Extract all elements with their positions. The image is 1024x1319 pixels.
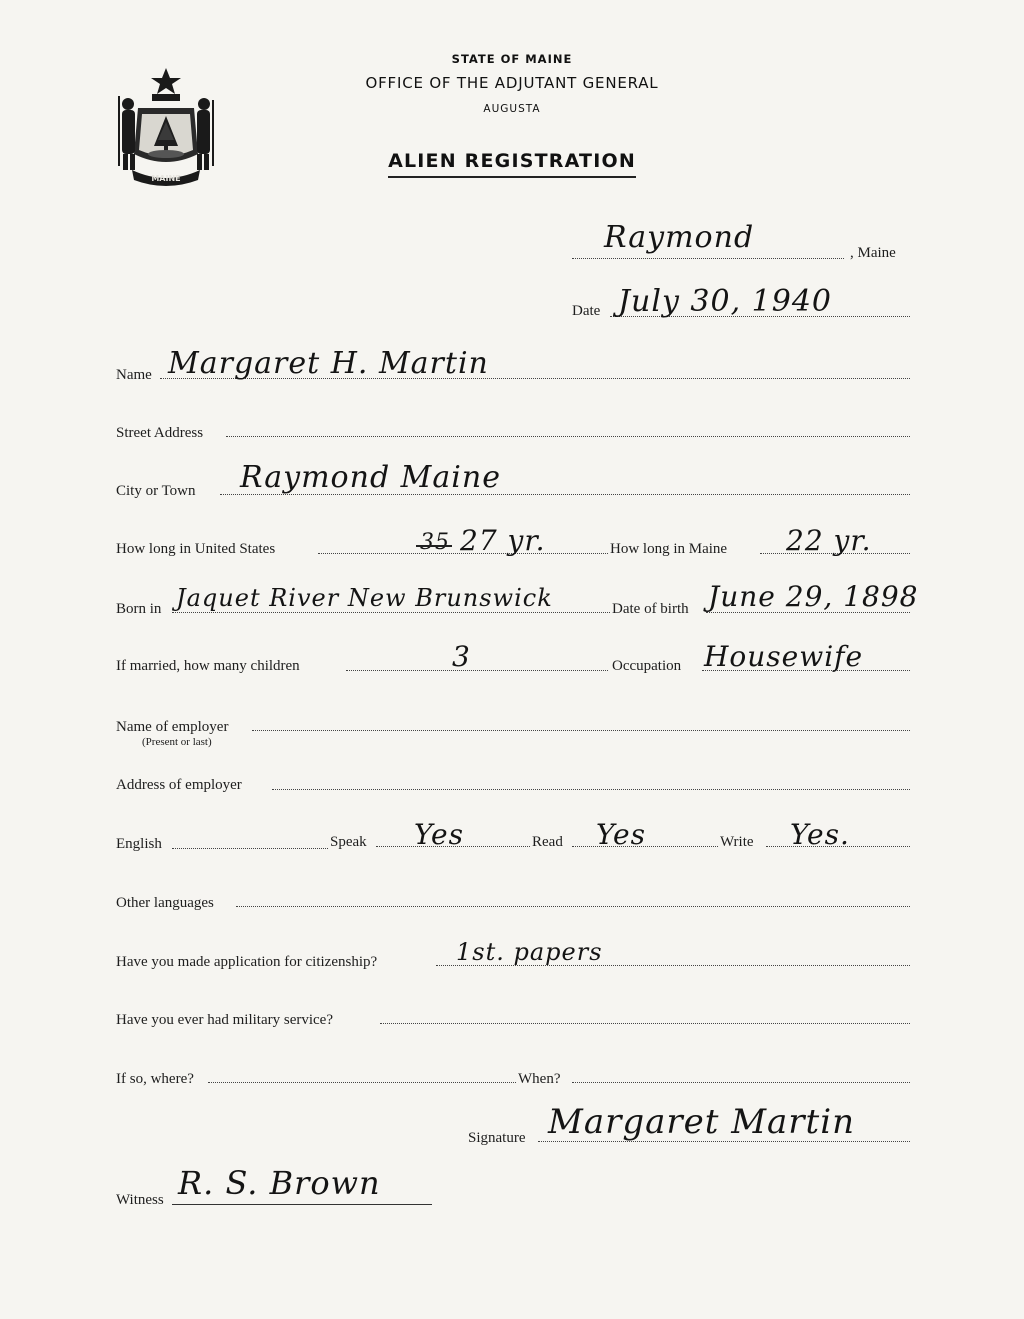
- location-dots: [572, 258, 844, 259]
- employer-address-field: [272, 789, 910, 790]
- date-label: Date: [572, 303, 601, 319]
- strikethrough-mark: [416, 545, 452, 547]
- date-value: July 30, 1940: [618, 284, 833, 319]
- how-long-us-label: How long in United States: [116, 541, 276, 557]
- born-in-dots: [172, 612, 610, 613]
- born-in-value: Jaquet River New Brunswick: [176, 584, 553, 612]
- where-field: [208, 1082, 516, 1083]
- speak-label: Speak: [330, 834, 367, 850]
- location-value: Raymond: [604, 220, 755, 255]
- occupation-value: Housewife: [704, 640, 864, 673]
- date-of-birth-value: June 29, 1898: [708, 580, 919, 613]
- witness-value: R. S. Brown: [178, 1164, 381, 1202]
- street-address-field: [226, 436, 910, 437]
- born-in-label: Born in: [116, 601, 162, 617]
- where-label: If so, where?: [116, 1071, 194, 1087]
- speak-value: Yes: [414, 818, 464, 851]
- name-label: Name: [116, 367, 152, 383]
- military-field: [380, 1023, 910, 1024]
- how-long-us-value: 27 yr.: [460, 524, 546, 557]
- read-label: Read: [532, 834, 563, 850]
- form-title: ALIEN REGISTRATION: [0, 150, 1024, 172]
- city-value: Raymond Maine: [240, 460, 501, 495]
- other-languages-label: Other languages: [116, 895, 214, 911]
- city-heading: AUGUSTA: [483, 103, 541, 115]
- employer-address-label: Address of employer: [116, 777, 242, 793]
- children-dots: [346, 670, 608, 671]
- employer-label: Name of employer: [116, 719, 229, 735]
- seal-text: MAINE: [151, 174, 181, 183]
- witness-line: [172, 1204, 432, 1205]
- office-heading: OFFICE OF THE ADJUTANT GENERAL: [365, 74, 659, 92]
- when-label: When?: [518, 1071, 561, 1087]
- city-label: City or Town: [116, 483, 196, 499]
- english-dots: [172, 848, 328, 849]
- when-field: [572, 1082, 910, 1083]
- military-label: Have you ever had military service?: [116, 1012, 333, 1028]
- signature-label: Signature: [468, 1130, 526, 1146]
- location-suffix: , Maine: [850, 245, 896, 261]
- children-value: 3: [452, 640, 471, 673]
- read-value: Yes: [596, 818, 646, 851]
- signature-value: Margaret Martin: [548, 1102, 855, 1142]
- employer-field: [252, 730, 910, 731]
- english-label: English: [116, 836, 162, 852]
- witness-label: Witness: [116, 1192, 164, 1208]
- street-address-label: Street Address: [116, 425, 204, 441]
- other-languages-field: [236, 906, 910, 907]
- employer-sublabel: (Present or last): [142, 736, 212, 748]
- citizenship-label: Have you made application for citizenship?: [116, 954, 378, 970]
- write-value: Yes.: [790, 818, 850, 851]
- citizenship-value: 1st. papers: [456, 938, 603, 966]
- how-long-us-struck-value: 35: [420, 530, 450, 555]
- children-label: If married, how many children: [116, 658, 300, 674]
- date-of-birth-label: Date of birth: [612, 601, 689, 617]
- how-long-maine-value: 22 yr.: [786, 524, 872, 557]
- write-label: Write: [720, 834, 754, 850]
- name-value: Margaret H. Martin: [168, 346, 489, 381]
- state-heading: STATE OF MAINE: [451, 52, 573, 66]
- how-long-maine-label: How long in Maine: [610, 541, 728, 557]
- occupation-label: Occupation: [612, 658, 682, 674]
